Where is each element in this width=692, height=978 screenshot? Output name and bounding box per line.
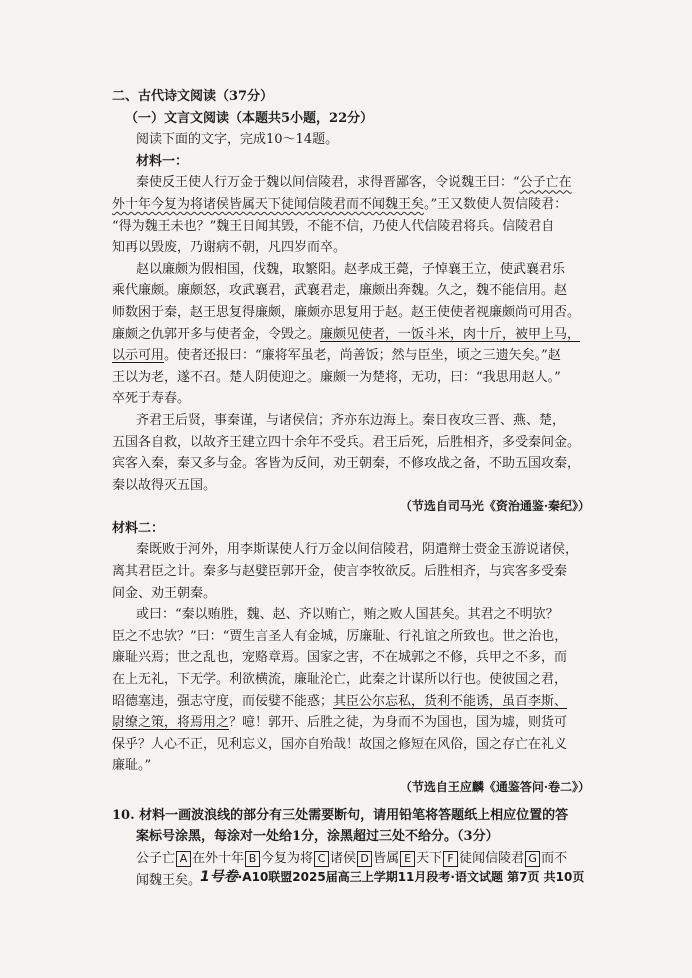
material1-source: （节选自司马光《资治通鉴·秦纪》） (399, 499, 590, 514)
instruction: 阅读下面的文字，完成10～14题。 (136, 132, 339, 148)
material1-line: 秦以故得灭五国。 (112, 477, 217, 493)
answer-options-tail: 闻魏王矣。 (136, 872, 202, 888)
page-content (112, 86, 590, 891)
option-box-d[interactable]: D (357, 851, 372, 867)
material2-line: 保乎？人心不正，见利忘义，国亦自殆哉！故国之修短在风俗，国之存亡在礼义 (112, 736, 568, 752)
material2-line (112, 712, 590, 734)
material2-line: 廉耻兴焉；世之乱也，宠赂章焉。国家之害，不在城郭之不修，兵甲之不多，而 (112, 650, 568, 666)
underlined-text: 廉颇见使者，一饭斗米，肉十斤，被甲上马， (320, 326, 581, 342)
material2-line: 间金、劝王朝秦。 (112, 585, 217, 601)
material1-line: 五国各自救，以故齐王建立四十余年不受兵。君王后死，后胜相齐，多受秦间金。 (112, 434, 581, 450)
underlined-text: 以示可用 (112, 348, 165, 364)
material1-line: 宾客入秦，秦又多与金。客皆为反间，劝王朝秦，不修攻战之备，不助五国攻秦， (112, 456, 581, 472)
material2-line: 在上无礼，下无学。利欲横流，廉耻沦亡，此秦之计谋所以行也。使彼国之君， (112, 672, 568, 688)
text-span: 昭德塞违，强志守度，而佞嬖不能惑； (112, 693, 334, 709)
text-span: 。使者还报曰：“廉将军虽老，尚善饭；然与臣坐，顷之三遗矢矣。”赵 (164, 348, 561, 364)
material2-line: 臣之不忠欤？”曰：“贾生言圣人有金城，厉廉耻、行礼谊之所致也。世之治也， (112, 628, 568, 644)
option-text: 皆属 (373, 850, 400, 866)
option-text: 公子亡 (136, 850, 176, 866)
material2-label: 材料二： (112, 520, 165, 536)
option-box-c[interactable]: C (314, 851, 329, 867)
material2-source: （节选自王应麟《通鉴答问·卷二》） (399, 780, 590, 794)
material1-line: 齐君王后贤，事秦谨，与诸侯信；齐亦东边海上。秦日夜攻三晋、燕、楚， (136, 412, 566, 428)
wavy-underlined-text: 公子亡在 (519, 175, 572, 191)
material2-line (112, 691, 590, 713)
subsection-title: （一）文言文阅读（本题共5小题，22分） (125, 110, 374, 126)
text-span: 秦使反王使人行万金于魏以间信陵君，求得晋鄙客，令说魏王曰：“ (136, 175, 520, 191)
material1-line: 赵以廉颇为假相国，伐魏，取繁阳。赵孝成王薨，子悼襄王立，使武襄君乐 (136, 261, 566, 277)
page-footer (200, 866, 584, 886)
option-text: 天下 (416, 850, 443, 866)
material1-label: 材料一： (136, 153, 189, 169)
option-text: 而不 (541, 850, 568, 866)
material2-line: 廉耻。” (112, 758, 152, 774)
footer-text: ·A10联盟2025届高三上学期11月段考·语文试题 第7页 共10页 (237, 870, 585, 884)
material2-line: 离其君臣之计。秦多与赵嬖臣郭开金，使言李牧欲反。后胜相齐，与宾客多受秦 (112, 564, 568, 580)
option-box-f[interactable]: F (443, 851, 458, 867)
material1-line (112, 324, 590, 346)
material1-line: 知再以毁废，乃谢病不朝，凡四岁而卒。 (112, 240, 347, 256)
question-number: 10. (112, 807, 135, 823)
option-text: 诸侯 (330, 850, 357, 866)
material1-line (112, 194, 590, 216)
text-span: ？噫！郭开、后胜之徒，为身而不为国也，国为墟，则货可 (229, 715, 568, 731)
option-box-e[interactable]: E (400, 851, 415, 867)
underlined-text: 尉缭之策，将焉用之 (112, 715, 230, 731)
material1-line: 王以为老，遂不召。楚人阴使迎之。廉颇一为楚将，无功，曰：“我思用赵人。” (112, 369, 561, 385)
material1-line (112, 345, 590, 367)
option-box-g[interactable]: G (525, 851, 540, 867)
text-span: 廉颇之仇郭开多与使者金，令毁之。 (112, 326, 321, 342)
question-10-line: 案标号涂黑，每涂对一处给1分，涂黑超过三处不给分。（3分） (136, 829, 499, 845)
brand-logo: 1号卷 (200, 869, 238, 885)
underlined-text: 其臣公尔忘私，货利不能诱，虽百李斯、 (333, 693, 568, 709)
material2-line: 秦既败于河外，用李斯谋使人行万金以间信陵君，阴遣辩士赍金玉游说诸侯， (136, 542, 579, 558)
text-span: 。”王又数使人贺信陵君： (424, 196, 568, 212)
section-title: 二、古代诗文阅读（37分） (112, 89, 274, 104)
question-10-line (112, 805, 590, 827)
material1-line: “得为魏王未也？”魏王日闻其毁，不能不信，乃使人代信陵君将兵。信陵君自 (112, 218, 555, 234)
wavy-underlined-text: 外十年今复为将诸侯皆属天下徒闻信陵君而不闻魏王矣 (112, 196, 425, 212)
material2-line: 或曰：“秦以贿胜，魏、赵、齐以贿亡，贿之败人国甚矣。其君之不明欤？ (136, 607, 559, 623)
option-box-a[interactable]: A (176, 851, 191, 867)
option-text: 在外十年 (192, 850, 245, 866)
question-text: 材料一画波浪线的部分有三处需要断句，请用铅笔将答题纸上相应位置的答 (139, 807, 569, 823)
material1-line (112, 172, 590, 194)
material1-line: 乘代廉颇。廉颇怒，攻武襄君，武襄君走，廉颇出奔魏。久之，魏不能信用。赵 (112, 283, 568, 299)
option-box-b[interactable]: B (245, 851, 260, 867)
material1-line: 卒死于寿春。 (112, 391, 191, 407)
option-text: 今复为将 (261, 850, 314, 866)
material1-line: 师数困于秦，赵王思复得廉颇，廉颇亦思复用于赵。赵王使使者视廉颇尚可用否。 (112, 304, 581, 320)
option-text: 徒闻信陵君 (459, 850, 525, 866)
